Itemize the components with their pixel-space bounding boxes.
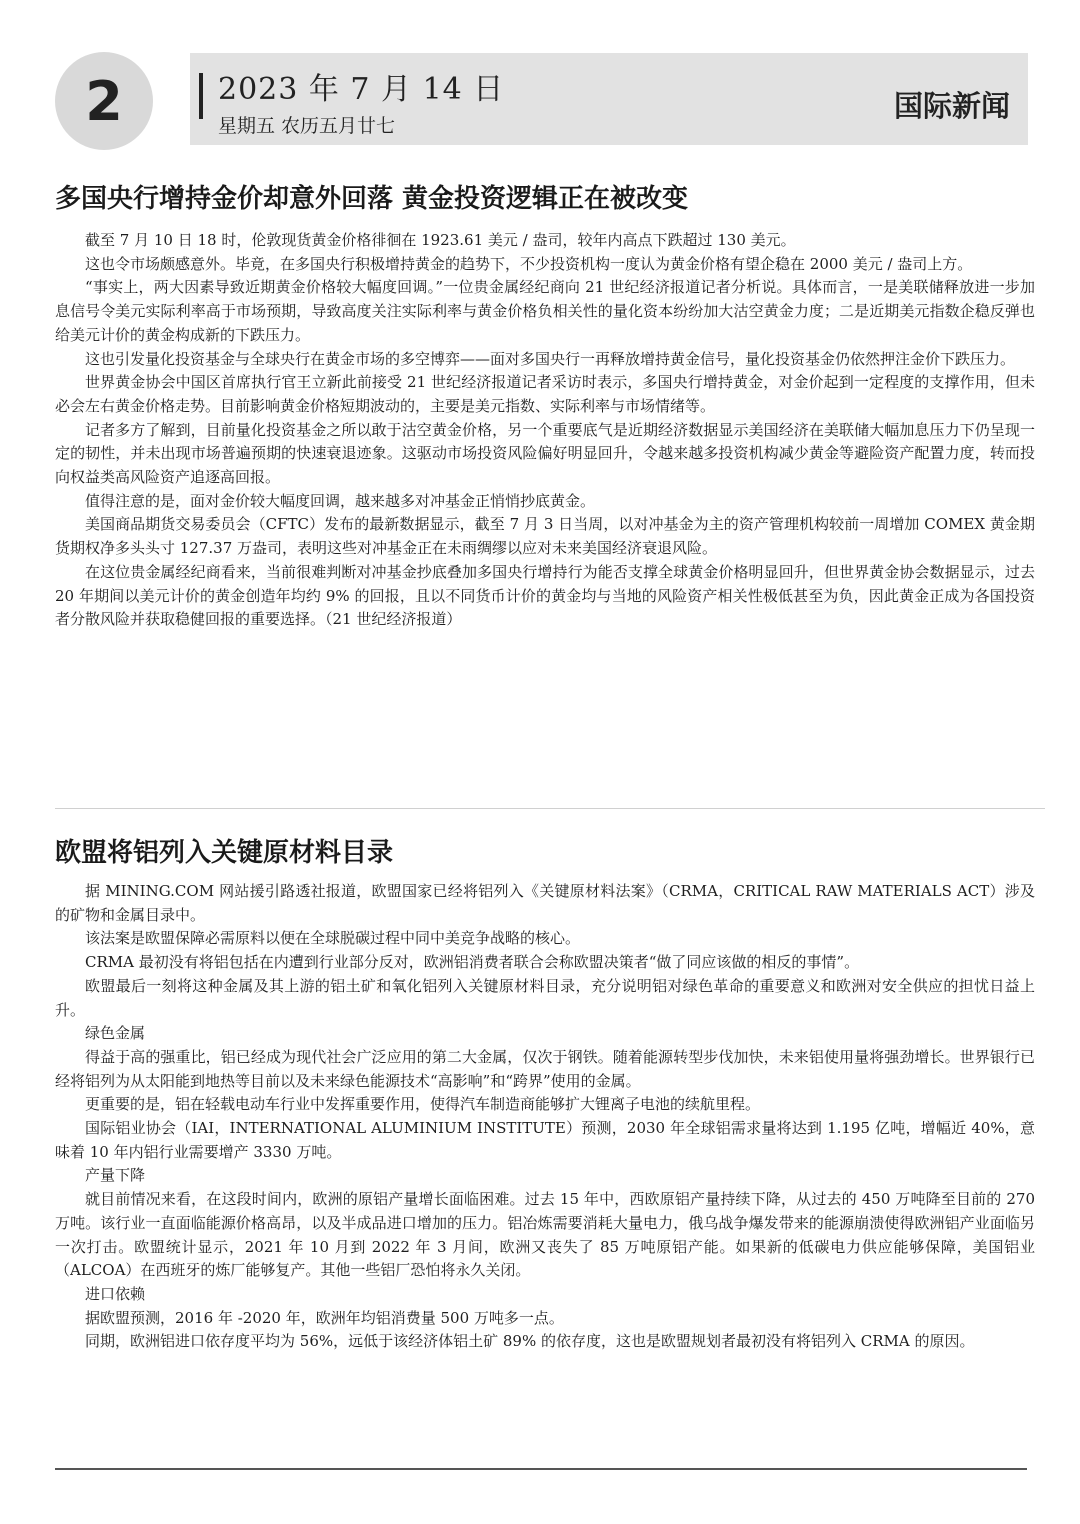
page-number: 2 [55, 52, 153, 150]
paragraph: 世界黄金协会中国区首席执行官王立新此前接受 21 世纪经济报道记者采访时表示，多国央行增持黄金，对金价起到一定程度的支撑作用，但未必会左右黄金价格走势。目前影响黄金价格短期波动的，主要是美元指数、实际利率与市场情绪等。 [55, 373, 1035, 415]
paragraph: 据欧盟预测，2016 年 -2020 年，欧洲年均铝消费量 500 万吨多一点。 [85, 1308, 564, 1327]
paragraph: 就目前情况来看，在这段时间内，欧洲的原铝产量增长面临困难。过去 15 年中，西欧原铝产量持续下降，从过去的 450 万吨降至目前的 270 万吨。该行业一直面临能源价格高昂，以及半成品进口增加的压力。铝冶炼需要消耗大量电力，俄乌战争爆发带来的能源崩溃使得欧洲铝产业面临另一次打击。欧盟统计显示，2021 年 10 月到 2022 年 3 月间，欧洲又丧失了 85 万吨原铝产能。如果新的低碳电力供应能够保障，美国铝业（ALCOA）在西班牙的炼厂能够复产。其他一些铝厂恐怕将永久关闭。 [55, 1190, 1035, 1280]
section-title: 国际新闻 [893, 89, 1010, 123]
subheading: 进口依赖 [85, 1284, 146, 1303]
paragraph: 得益于高的强重比，铝已经成为现代社会广泛应用的第二大金属，仅次于钢铁。随着能源转型步伐加快，未来铝使用量将强劲增长。世界银行已经将铝列为从太阳能到地热等目前以及未来绿色能源技术“高影响”和“跨界”使用的金属。 [55, 1047, 1035, 1090]
subheading: 绿色金属 [85, 1024, 146, 1043]
paragraph: 美国商品期货交易委员会（CFTC）发布的最新数据显示，截至 7 月 3 日当周，以对冲基金为主的资产管理机构较前一周增加 COMEX 黄金期货期权净多头头寸 127.37 万盎司，表明这些对冲基金正在未雨绸缪以应对未来美国经济衰退风险。 [55, 515, 1035, 558]
paragraph: 欧盟最后一刻将这种金属及其上游的铝土矿和氧化铝列入关键原材料目录，充分说明铝对绿色革命的重要意义和欧洲对安全供应的担忧日益上升。 [55, 976, 1035, 1019]
article-title: 欧盟将铝列入关键原材料目录 [55, 838, 394, 868]
article-body [55, 229, 1035, 632]
page-bottom-rule [55, 1468, 1027, 1470]
paragraph: 截至 7 月 10 日 18 时，伦敦现货黄金价格徘徊在 1923.61 美元 / 盎司，较年内高点下跌超过 130 美元。 [85, 231, 796, 249]
paragraph: “事实上，两大因素导致近期黄金价格较大幅度回调。”一位贵金属经纪商向 21 世纪经济报道记者分析说。具体而言，一是美联储释放进一步加息信号令美元实际利率高于市场预期，导致高度关注实际利率与黄金价格负相关性的量化资本纷纷加大沽空黄金力度；二是近期美元指数企稳反弹也给美元计价的黄金构成新的下跌压力。 [55, 278, 1035, 344]
paragraph: 同期，欧洲铝进口依存度平均为 56%，远低于该经济体铝土矿 89% 的依存度，这也是欧盟规划者最初没有将铝列入 CRMA 的原因。 [85, 1332, 975, 1351]
article-body [55, 880, 1035, 1354]
weekday-lunar-date: 星期五 农历五月廿七 [218, 115, 396, 137]
paragraph: 该法案是欧盟保障必需原料以便在全球脱碳过程中同中美竞争战略的核心。 [85, 929, 581, 948]
paragraph: 值得注意的是，面对金价较大幅度回调，越来越多对冲基金正悄悄抄底黄金。 [85, 491, 596, 510]
paragraph: 国际铝业协会（IAI，INTERNATIONAL ALUMINIUM INSTITUTE）预测，2030 年全球铝需求量将达到 1.195 亿吨，增幅近 40%，意味着 10 年内铝行业需要增产 3330 万吨。 [55, 1119, 1035, 1161]
article-divider [55, 808, 1045, 809]
paragraph: 据 MINING.COM 网站援引路透社报道，欧盟国家已经将铝列入《关键原材料法案》（CRMA，CRITICAL RAW MATERIALS ACT）涉及的矿物和金属目录中。 [55, 882, 1035, 924]
paragraph: CRMA 最初没有将铝包括在内遭到行业部分反对，欧洲铝消费者联合会称欧盟决策者“做了同应该做的相反的事情”。 [85, 953, 860, 972]
paragraph: 这也令市场颇感意外。毕竟，在多国央行积极增持黄金的趋势下，不少投资机构一度认为黄金价格有望企稳在 2000 美元 / 盎司上方。 [85, 254, 973, 273]
paragraph: 更重要的是，铝在轻载电动车行业中发挥重要作用，使得汽车制造商能够扩大锂离子电池的续航里程。 [85, 1095, 761, 1114]
article-title: 多国央行增持金价却意外回落 黄金投资逻辑正在被改变 [55, 184, 689, 214]
subheading: 产量下降 [85, 1166, 146, 1185]
paragraph: 在这位贵金属经纪商看来，当前很难判断对冲基金抄底叠加多国央行增持行为能否支撑全球黄金价格明显回升，但世界黄金协会数据显示，过去 20 年期间以美元计价的黄金创造年均约 9% 的回报，且以不同货币计价的黄金均与当地的风险资产相关性极低甚至为负，因此黄金正成为各国投资者分散风险并获取稳健回报的重要选择。（21 世纪经济报道） [55, 562, 1035, 629]
issue-date: 2023 年 7 月 14 日 [218, 72, 505, 107]
header-divider [199, 73, 203, 119]
paragraph: 记者多方了解到，目前量化投资基金之所以敢于沽空黄金价格，另一个重要底气是近期经济数据显示美国经济在美联储大幅加息压力下仍呈现一定的韧性，并未出现市场普遍预期的快速衰退迹象。这驱动市场投资风险偏好明显回升，令越来越多投资机构减少黄金等避险资产配置力度，转而投向权益类高风险资产追逐高回报。 [55, 420, 1035, 487]
paragraph: 这也引发量化投资基金与全球央行在黄金市场的多空博弈——面对多国央行一再释放增持黄金信号，量化投资基金仍依然押注金价下跌压力。 [85, 349, 1016, 368]
